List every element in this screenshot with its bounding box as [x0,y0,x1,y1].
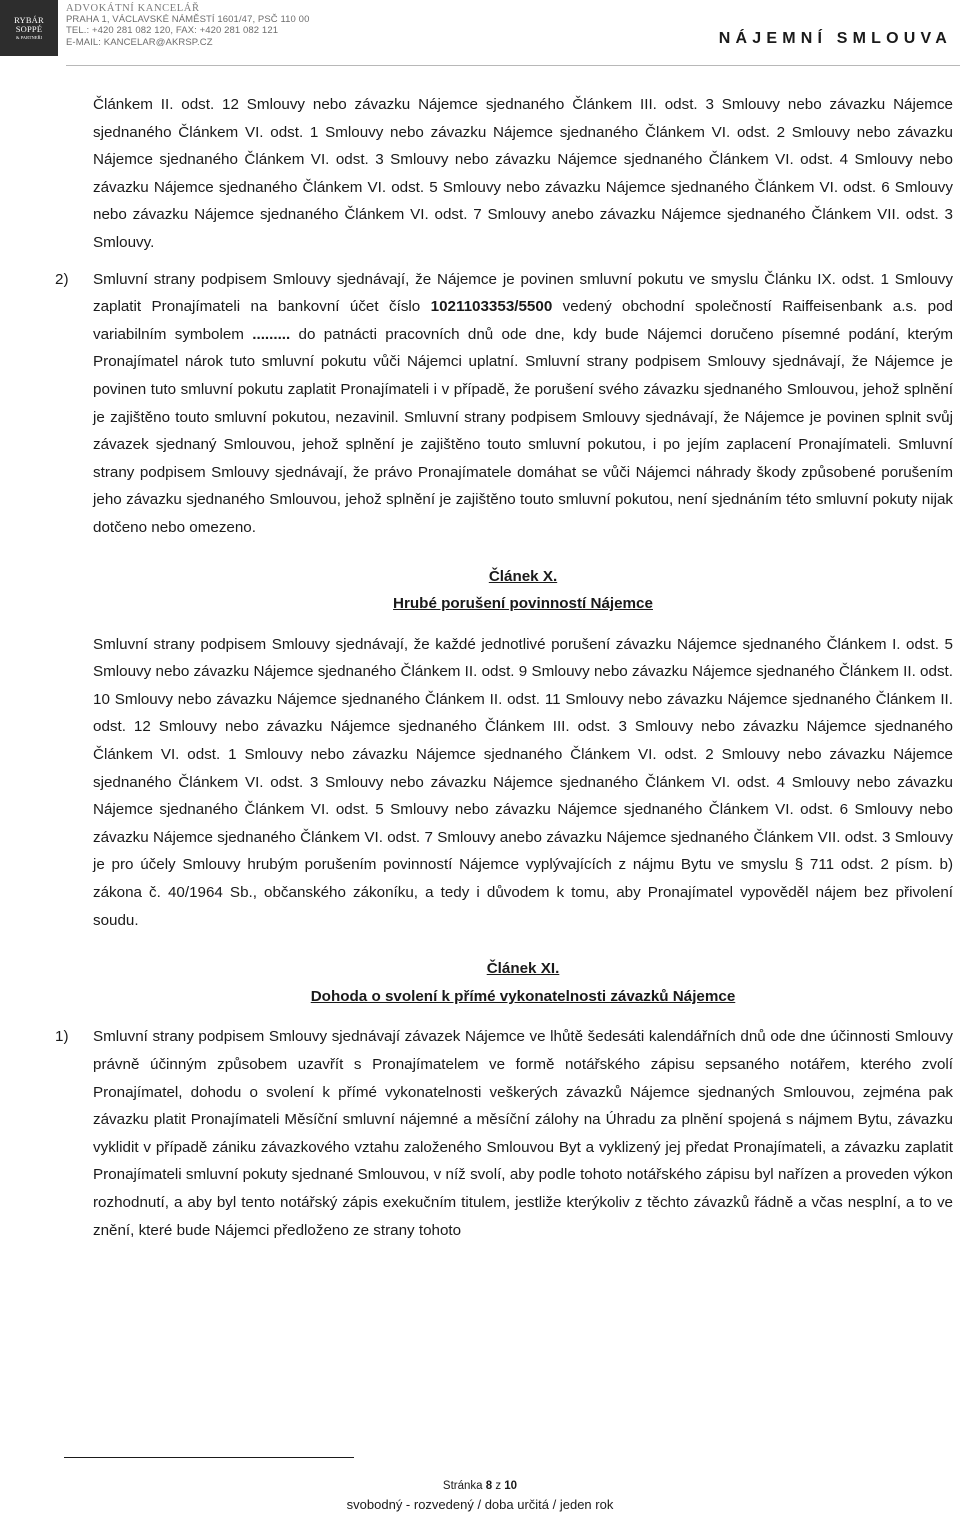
article-10-paragraph [93,631,953,935]
footer-divider [64,1457,354,1458]
paragraph-2 [55,266,954,542]
logo-text-1: RYBÁR [14,14,44,25]
document-title: NÁJEMNÍ SMLOUVA [718,30,952,47]
paragraph-text: do patnácti pracovních dnů ode dne, kdy bude Nájemci doručeno písemné podání, kterým Pronajímatel nárok tuto smluvní pokutu vůči Nájemci uplatní. Smluvní strany podpisem Smlouvy sjednávají, že Nájemce je povinen tuto smluvní pokutu zaplatit Pronajímateli i v případě, že porušení svého závazku sjednaného Smlouvou, jehož splnění je zajištěno touto smluvní pokutou, nezavinil. Smluvní strany podpisem Smlouvy sjednávají, že Nájemce je povinen splnit svůj závazek sjednaný Smlouvou, jehož splnění je zajištěno touto smluvní pokutou, i po jejím zaplacení Pronajímateli. Smluvní strany podpisem Smlouvy sjednávají, že právo Pronajímatele domáhat se vůči Nájemci náhrady škody způsobené porušením jeho závazku sjednaného Smlouvou, jehož splnění je zajištěno touto smluvní pokutou, není sjednáním této smluvní pokuty nijak dotčeno nebo omezeno. [93,325,954,536]
paragraph-number: 2) [55,270,69,288]
page-prefix: Stránka [442,1480,486,1492]
article-11-subtitle: Dohoda o svolení k přímé vykonatelnosti závazků Nájemce [310,987,736,1005]
firm-contact [66,3,309,48]
footer-note: svobodný - rozvedený / doba určitá / jeden rok [346,1497,614,1512]
page-header [0,0,960,56]
logo-text-2: SOPPÉ [15,23,43,34]
page-total: 10 [504,1480,518,1492]
article-10-subtitle: Hrubé porušení povinností Nájemce [393,595,653,613]
paragraph-text: Smluvní strany podpisem Smlouvy sjednávají, že Nájemce je povinen smluvní pokutu ve smyslu Článku IX. odst. 1 Smlouvy zaplatit Pronajímateli na bankovní účet číslo [93,270,953,316]
paragraph-continued [93,91,953,257]
article-10-title: Článek X. [488,567,558,585]
firm-phone: TEL.: +420 281 082 120, FAX: +420 281 082 121 [66,25,279,37]
paragraph-text: Smluvní strany podpisem Smlouvy sjednávají závazek Nájemce ve lhůtě šedesáti kalendářních dnů ode dne účinnosti Smlouvy právně účinným způsobem uzavřít s Pronajímatelem ve formě notářského zápisu sepsaného notářem, kterého zvolí Pronajímatel, dohodu o svolení k přímé vykonatelnosti veškerých závazků Nájemce sjednaných Smlouvou, zejména pak závazku platit Pronajímateli Měsíční smluvní nájemné a měsíční zálohy na Úhradu za plnění spojená s nájmem Bytu, závazku vyklidit v případě zániku závazkového vztahu založeného Smlouvou Byt a vyklizený jej předat Pronajímateli, a závazku zaplatit Pronajímateli smluvní pokuty sjednané Smlouvou, v níž svolí, aby podle tohoto notářského zápisu byl nařízen a proveden výkon rozhodnutí, a aby byl tento notářský zápis exekučním titulem, jestliže kterýkoliv z těchto závazků řádně a včas nesplní, a to ve znění, které bude Nájemci předloženo ze strany tohoto [93,1028,953,1239]
paragraph-text: Smluvní strany podpisem Smlouvy sjednávají, že každé jednotlivé porušení závazku Nájemce sjednaného Článkem I. odst. 5 Smlouvy nebo závazku Nájemce sjednaného Článkem II. odst. 9 Smlouvy nebo závazku Nájemce sjednaného Článkem II. odst. 10 Smlouvy nebo závazku Nájemce sjednaného Článkem II. odst. 11 Smlouvy nebo závazku Nájemce sjednaného Článkem II. odst. 12 Smlouvy nebo závazku Nájemce sjednaného Článkem III. odst. 3 Smlouvy nebo závazku Nájemce sjednaného Článkem VI. odst. 1 Smlouvy nebo závazku Nájemce sjednaného Článkem VI. odst. 2 Smlouvy nebo závazku Nájemce sjednaného Článkem VI. odst. 3 Smlouvy nebo závazku Nájemce sjednaného Článkem VI. odst. 4 Smlouvy nebo závazku Nájemce sjednaného Článkem VI. odst. 5 Smlouvy nebo závazku Nájemce sjednaného Článkem VI. odst. 6 Smlouvy nebo závazku Nájemce sjednaného Článkem VI. odst. 7 Smlouvy anebo závazku Nájemce sjednaného Článkem VII. odst. 3 Smlouvy je pro účely Smlouvy hrubým porušením povinností Nájemce vyplývajících z nájmu Bytu ve smyslu § 711 odst. 2 písm. b) zákona č. 40/1964 Sb., občanského zákoníku, a tedy i důvodem k tomu, aby Pronajímatel vypověděl nájem bez přivolení soudu. [93,635,953,929]
firm-address: PRAHA 1, VÁCLAVSKÉ NÁMĚSTÍ 1601/47, PSČ 110 00 [66,14,310,26]
header-divider [66,65,960,66]
bank-account-number: 1021103353/5500 [430,298,553,316]
firm-name: ADVOKÁTNÍ KANCELÁŘ [66,3,200,14]
firm-email: E-MAIL: KANCELAR@AKRSP.CZ [66,36,213,48]
page-content [0,91,960,1244]
page-current: 8 [485,1480,493,1492]
article-11-title: Článek XI. [486,960,560,978]
page-separator: z [492,1480,505,1492]
variable-symbol-placeholder: ......... [252,325,291,343]
firm-logo [0,0,58,56]
article-11-paragraph-1 [55,1023,953,1244]
page-number [0,1478,960,1494]
paragraph-text: vedený obchodní společností Raiffeisenbank a.s. pod variabilním symbolem [93,298,953,343]
logo-text-3: & PARTNEŘI [16,34,42,40]
paragraph-text: Článkem II. odst. 12 Smlouvy nebo závazku Nájemce sjednaného Článkem III. odst. 3 Smlouvy nebo závazku Nájemce sjednaného Článkem VI. odst. 1 Smlouvy nebo závazku Nájemce sjednaného Článkem VI. odst. 2 Smlouvy nebo závazku Nájemce sjednaného Článkem VI. odst. 3 Smlouvy nebo závazku Nájemce sjednaného Článkem VI. odst. 4 Smlouvy nebo závazku Nájemce sjednaného Článkem VI. odst. 5 Smlouvy nebo závazku Nájemce sjednaného Článkem VI. odst. 6 Smlouvy nebo závazku Nájemce sjednaného Článkem VI. odst. 7 Smlouvy anebo závazku Nájemce sjednaného Článkem VII. odst. 3 Smlouvy. [93,96,953,251]
paragraph-number: 1) [55,1028,69,1046]
